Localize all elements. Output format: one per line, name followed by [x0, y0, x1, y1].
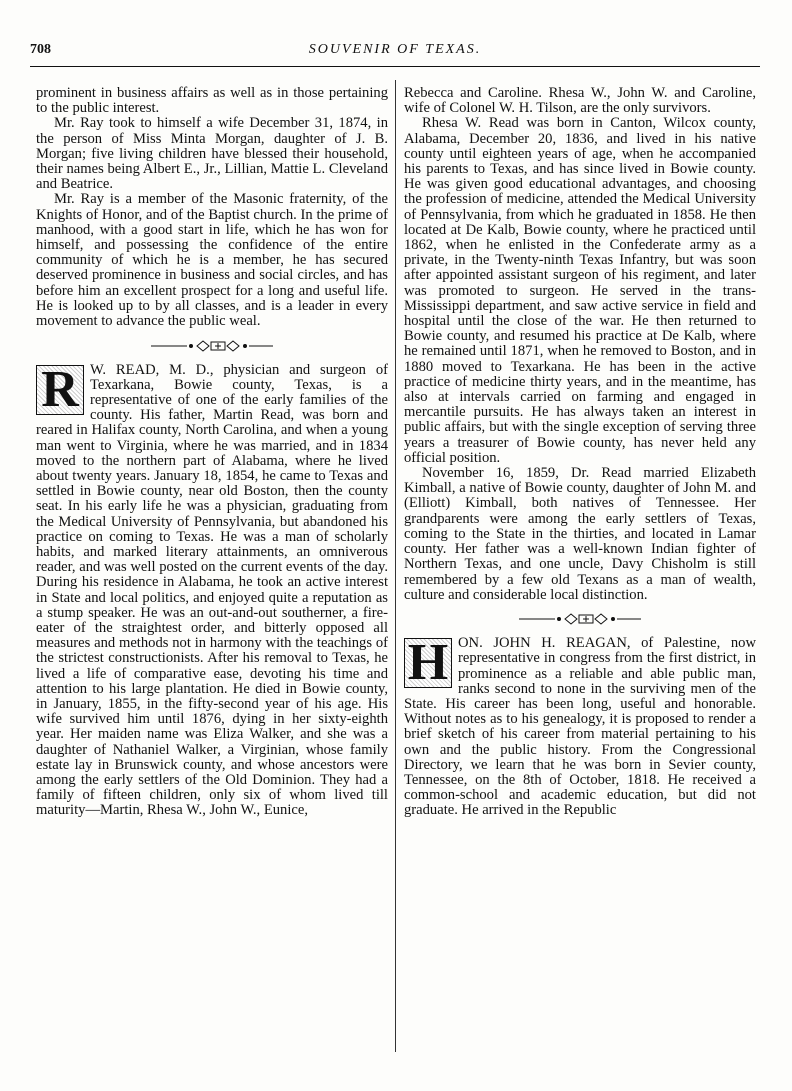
ray-marriage-paragraph: Mr. Ray took to himself a wife December 31, 1874, in the person of Miss Minta Morgan, daughter of J. B. Morgan; five living children have blessed their household, their names being Albert E., Jr., Lillian, Mattie L. Cleveland and Beatrice.: [36, 115, 388, 193]
reagan-biography-opening: [404, 636, 756, 818]
header-rule: [30, 66, 760, 67]
page-header: [30, 42, 760, 64]
decorated-initial-h-icon: H: [404, 638, 452, 688]
ornament-divider-graphic: [147, 339, 277, 353]
read-family-continued: Rebecca and Caroline. Rhesa W., John W. and Caroline, wife of Colonel W. H. Tilson, are the only survivors.: [404, 85, 756, 117]
ray-membership-paragraph: Mr. Ray is a member of the Masonic fraternity, of the Knights of Honor, and of the Baptist church. In the prime of manhood, with a good start in life, which he has won for himself, and possessing the confidence of the entire community of which he is a member, he has secured deserved prominence in business and social circles, and has before him an excellent prospect for a long and useful life. He is looked up to by all classes, and is a leader in every movement to advance the public weal.: [36, 191, 388, 330]
ray-paragraph-continued: prominent in business affairs as well as in those pertaining to the public interest.: [36, 85, 388, 117]
read-biography-opening: [36, 360, 388, 819]
decorated-initial-r-icon: R: [36, 365, 84, 415]
ornament-divider-icon: [404, 611, 756, 626]
ornament-divider-graphic: [515, 612, 645, 626]
ornament-divider-icon: [36, 337, 388, 352]
reagan-opening-text: ON. JOHN H. REAGAN, of Palestine, now representative in congress from the first district, in prominence as a reliable and able public man, ranks second to none in the surviving men of the State. His career has been long, useful and honorable. Without notes as to his genealogy, it is proposed to render a brief sketch of his career from material pertaining to his own and the public history. From the Congressional Directory, we learn that he was born in Sevier county, Tennessee, on the 8th of October, 1818. He received a common-school and academic education, but did not graduate. He arrived in the Republic: [404, 635, 756, 819]
read-marriage-paragraph: November 16, 1859, Dr. Read married Elizabeth Kimball, a native of Bowie county, daughter of John M. and (Elliott) Kimball, both natives of Tennessee. Her grandparents were among the early settlers of Texas, coming to the State in the thirties, and located in Lamar county. Her father was a well-known Indian fighter of Northern Texas, and one uncle, Davy Chisholm is still remembered by a few old Texans as a man of wealth, culture and considerable local distinction.: [404, 465, 756, 603]
read-opening-text: W. READ, M. D., physician and surgeon of Texarkana, Bowie county, Texas, is a representative of one of the early families of the county. His father, Martin Read, was born and reared in Halifax county, North Carolina, and when a young man went to Virginia, where he was married, and in 1834 moved to the northern part of Alabama, where he lived about twenty years. January 18, 1854, he came to Texas and settled in Bowie county, near old Boston, then the county seat. In his early life he was a physician, graduating from the Medical University of Pennsylvania, but abandoned his practice on coming to Texas. He was a man of scholarly habits, and marked literary attainments, an omniverous reader, and was well posted on the current events of the day. During his residence in Alabama, he took an active interest in State and local politics, and enjoyed quite a reputation as a stump speaker. He was an out-and-out southerner, a fire-eater of the straightest order, and bitterly opposed all measures and methods not in harmony with the teachings of the strictest constructionists. After his removal to Texas, he lived a life of comparative ease, devoting his time and attention to his large plantation. He died in Bowie county, in January, 1855, in the fifty-second year of his age. His wife survived him until 1876, dying in her sixty-eighth year. Her maiden name was Eliza Walker, and she was a daughter of Nathaniel Walker, a Virginian, whose family estate lay in Brunswick county, and whose ancestors were among the early settlers of the Old Dominion. They had a family of fifteen children, only six of whom lived till maturity—Martin, Rhesa W., John W., Eunice,: [36, 361, 388, 819]
left-column: [36, 86, 388, 819]
column-divider: [395, 80, 396, 1052]
right-column: [404, 86, 756, 819]
rhesa-read-paragraph: Rhesa W. Read was born in Canton, Wilcox county, Alabama, December 20, 1836, and lived in his native county until eighteen years of age, when he accompanied his parents to Texas, and has since lived in Bowie county. He was given good educational advantages, and choosing the profession of medicine, attended the Medical University of Pennsylvania, from which he graduated in 1858. He then located at De Kalb, Bowie county, where he practiced until 1862, when he enlisted in the Confederate army as a private, in the Twenty-ninth Texas Infantry, but was soon after appointed assistant surgeon of his regiment, and later was promoted to surgeon. He served in the trans-Mississippi department, and saw active service in field and hospital until the close of the war. He then returned to Bowie county, and resumed his practice at De Kalb, where he remained until 1871, when he removed to Boston, and in 1880 moved to Texarkana. He has been in the active practice of medicine thirty years, and in the meantime, has also at intervals carried on farming and engaged in mercantile pursuits. He has always taken an interest in public affairs, but with the single exception of serving three years a treasurer of Bowie county, has never held any official position.: [404, 115, 756, 466]
running-title: SOUVENIR OF TEXAS.: [308, 42, 482, 57]
page-number: 708: [30, 42, 51, 57]
